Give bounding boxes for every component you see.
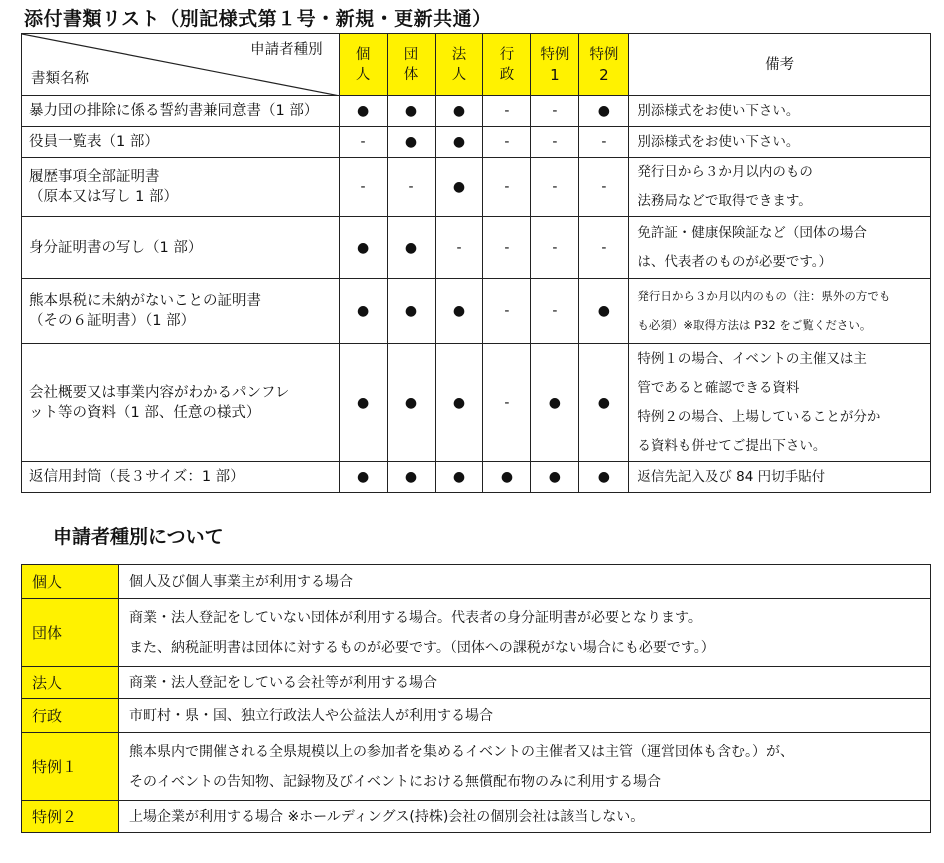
requirement-mark: - [483,127,531,158]
col-header-gyosei: 行 政 [483,34,531,96]
requirement-mark: - [483,96,531,127]
document-name-line: 会社概要又は事業内容がわかるパンフレ [29,384,290,401]
document-name-line: 返信用封筒（長３サイズ：1 部） [29,469,245,485]
header-document-name: 書類名称 [31,71,89,87]
requirement-mark: ● [387,279,435,344]
note-cell [629,127,931,158]
requirement-mark: - [579,127,629,158]
note-line: 特例１の場合、イベントの主催又は主 [637,350,867,367]
col-header-tokurei-2: 特例 2 [579,34,629,96]
type-description-line: 市町村・県・国、独立行政法人や公益法人が利用する場合 [129,707,493,724]
note-line: 発行日から３か月以内のもの [637,164,813,180]
document-name-cell [22,217,340,279]
type-description [119,733,931,801]
applicant-type-table [21,564,931,833]
type-row [22,599,931,667]
col-header-hojin: 法 人 [435,34,483,96]
requirement-mark: - [531,158,579,217]
requirement-mark: ● [435,127,483,158]
requirement-mark: ● [435,96,483,127]
type-description [119,565,931,599]
requirement-mark: ● [339,344,387,462]
type-description-line: 個人及び個人事業主が利用する場合 [129,573,353,590]
header-corner-cell [22,34,340,96]
type-row [22,565,931,599]
document-name-cell [22,96,340,127]
type-row [22,667,931,699]
type-description-line: また、納税証明書は団体に対するものが必要です。（団体への課税がない場合にも必要です。） [129,639,715,656]
type-key: 特例１ [22,733,119,801]
type-key: 団体 [22,599,119,667]
document-name-cell [22,279,340,344]
type-key: 個人 [22,565,119,599]
section-title: 申請者種別について [53,526,224,548]
document-name-cell [22,127,340,158]
col-header-note: 備考 [629,34,931,96]
requirement-mark: - [339,158,387,217]
table-row [22,127,931,158]
requirement-mark: - [483,344,531,462]
requirement-mark: ● [387,127,435,158]
document-name-cell [22,344,340,462]
note-line: は、代表者のものが必要です。） [637,253,832,270]
requirement-mark: ● [435,344,483,462]
requirement-mark: ● [579,462,629,493]
note-cell [629,462,931,493]
document-name-line: 身分証明書の写し（1 部） [29,239,203,256]
requirement-mark: - [531,217,579,279]
requirement-mark: ● [387,217,435,279]
document-name-line: （原本又は写し 1 部） [29,189,178,205]
note-cell [629,344,931,462]
requirement-mark: - [531,96,579,127]
requirement-mark: ● [339,462,387,493]
note-cell [629,158,931,217]
requirement-mark: ● [435,279,483,344]
type-description-line: そのイベントの告知物、記録物及びイベントにおける無償配布物のみに利用する場合 [129,773,661,790]
page-title: 添付書類リスト（別記様式第１号・新規・更新共通） [24,8,492,30]
note-cell [629,217,931,279]
note-line: 別添様式をお使い下さい。 [637,102,800,119]
col-header-kojin: 個 人 [339,34,387,96]
requirement-mark: ● [387,462,435,493]
document-list-table [21,33,931,493]
type-key: 法人 [22,667,119,699]
note-line: 管であると確認できる資料 [637,379,800,396]
type-row [22,733,931,801]
requirement-mark: - [579,158,629,217]
requirement-mark: ● [579,279,629,344]
table-row [22,217,931,279]
type-description [119,667,931,699]
requirement-mark: ● [579,344,629,462]
note-line: も必須）※取得方法は P32 をご覧ください。 [637,318,872,332]
col-header-dantai: 団 体 [387,34,435,96]
requirement-mark: - [339,127,387,158]
requirement-mark: ● [531,462,579,493]
document-name-cell [22,158,340,217]
document-name-line: 熊本県税に未納がないことの証明書 [29,293,261,309]
requirement-mark: ● [483,462,531,493]
type-description [119,801,931,833]
requirement-mark: - [483,279,531,344]
type-row [22,699,931,733]
table-row [22,462,931,493]
note-line: 法務局などで取得できます。 [637,193,812,209]
document-name-line: ット等の資料（1 部、任意の様式） [29,404,261,421]
requirement-mark: - [483,158,531,217]
type-description-line: 上場企業が利用する場合 ※ホールディングス(持株)会社の個別会社は該当しない。 [129,808,645,825]
table-row [22,96,931,127]
type-description [119,699,931,733]
requirement-mark: ● [339,96,387,127]
requirement-mark: - [435,217,483,279]
requirement-mark: ● [339,279,387,344]
type-key: 行政 [22,699,119,733]
document-name-line: 暴力団の排除に係る誓約書兼同意書（1 部） [29,103,319,119]
note-line: 発行日から３か月以内のもの（注：県外の方でも [637,289,891,303]
note-line: 別添様式をお使い下さい。 [637,133,800,150]
type-key: 特例２ [22,801,119,833]
table-row [22,158,931,217]
requirement-mark: - [387,158,435,217]
type-row [22,801,931,833]
type-description-line: 商業・法人登記をしている会社等が利用する場合 [129,674,437,691]
requirement-mark: ● [435,462,483,493]
table-row [22,279,931,344]
requirement-mark: - [531,279,579,344]
document-name-line: （その６証明書）（1 部） [29,313,196,329]
type-description-line: 熊本県内で開催される全県規模以上の参加者を集めるイベントの主催者又は主管（運営団体も含む。）が、 [129,743,794,760]
type-description [119,599,931,667]
document-name-line: 履歴事項全部証明書 [29,169,160,185]
table-row [22,344,931,462]
requirement-mark: - [531,127,579,158]
document-name-line: 役員一覧表（1 部） [29,134,159,150]
requirement-mark: ● [387,96,435,127]
requirement-mark: ● [531,344,579,462]
col-header-tokurei-1: 特例 1 [531,34,579,96]
requirement-mark: - [579,217,629,279]
requirement-mark: ● [579,96,629,127]
note-line: る資料も併せてご提出下さい。 [637,437,827,454]
note-cell [629,279,931,344]
type-description-line: 商業・法人登記をしていない団体が利用する場合。代表者の身分証明書が必要となります。 [129,609,702,626]
requirement-mark: ● [339,217,387,279]
note-line: 特例２の場合、上場していることが分か [637,408,881,425]
requirement-mark: - [483,217,531,279]
header-applicant-type: 申請者種別 [250,42,323,58]
requirement-mark: ● [435,158,483,217]
note-line: 免許証・健康保険証など（団体の場合 [637,224,867,241]
note-cell [629,96,931,127]
note-line: 返信先記入及び 84 円切手貼付 [637,468,826,485]
requirement-mark: ● [387,344,435,462]
document-name-cell [22,462,340,493]
